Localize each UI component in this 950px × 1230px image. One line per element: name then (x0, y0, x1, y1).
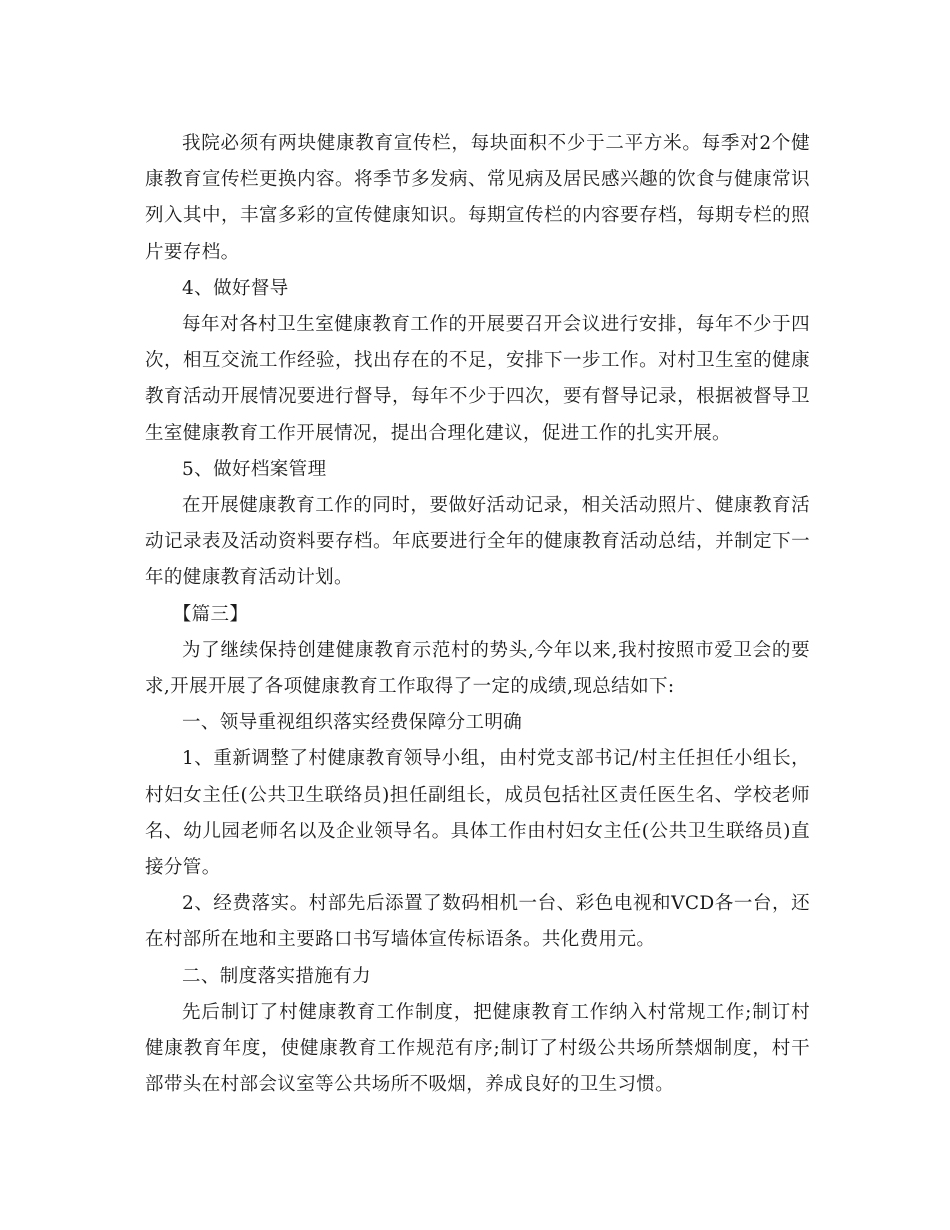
section-heading-supervision: 4、做好督导 (182, 277, 289, 299)
section-heading-leadership: 一、领导重视组织落实经费保障分工明确 (182, 712, 523, 734)
chapter-heading-part-three: 【篇三】 (172, 603, 249, 625)
document-body (145, 126, 810, 1103)
section-heading-archive: 5、做好档案管理 (182, 458, 327, 480)
paragraph-funding: 2、经费落实。村部先后添置了数码相机一台、彩色电视和VCD各一台，还在村部所在地和主要路口书写墙体宣传标语条。共化费用元。 (145, 893, 810, 951)
paragraph-system: 先后制订了村健康教育工作制度，把健康教育工作纳入村常规工作;制订村健康教育年度，使健康教育工作规范有序;制订了村级公共场所禁烟制度，村干部带头在村部会议室等公共场所不吸烟，养成良好的卫生习惯。 (145, 1001, 810, 1096)
paragraph-supervision: 每年对各村卫生室健康教育工作的开展要召开会议进行安排，每年不少于四次，相互交流工作经验，找出存在的不足，安排下一步工作。对村卫生室的健康教育活动开展情况要进行督导，每年不少于四次，要有督导记录，根据被督导卫生室健康教育工作开展情况，提出合理化建议，促进工作的扎实开展。 (145, 314, 810, 444)
paragraph-bulletin-board: 我院必须有两块健康教育宣传栏，每块面积不少于二平方米。每季对2个健康教育宣传栏更换内容。将季节多发病、常见病及居民感兴趣的饮食与健康常识列入其中，丰富多彩的宣传健康知识。每期宣传栏的内容要存档，每期专栏的照片要存档。 (145, 133, 810, 263)
section-heading-system: 二、制度落实措施有力 (182, 965, 372, 987)
paragraph-archive: 在开展健康教育工作的同时，要做好活动记录，相关活动照片、健康教育活动记录表及活动资料要存档。年底要进行全年的健康教育活动总结，并制定下一年的健康教育活动计划。 (145, 495, 810, 589)
paragraph-leadership-group: 1、重新调整了村健康教育领导小组，由村党支部书记/村主任担任小组长，村妇女主任(公共卫生联络员)担任副组长，成员包括社区责任医生名、学校老师名、幼儿园老师名以及企业领导名。具体工作由村妇女主任(公共卫生联络员)直接分管。 (145, 748, 810, 879)
paragraph-intro: 为了继续保持创建健康教育示范村的势头,今年以来,我村按照市爱卫会的要求,开展开展了各项健康教育工作取得了一定的成绩,现总结如下: (145, 639, 810, 698)
